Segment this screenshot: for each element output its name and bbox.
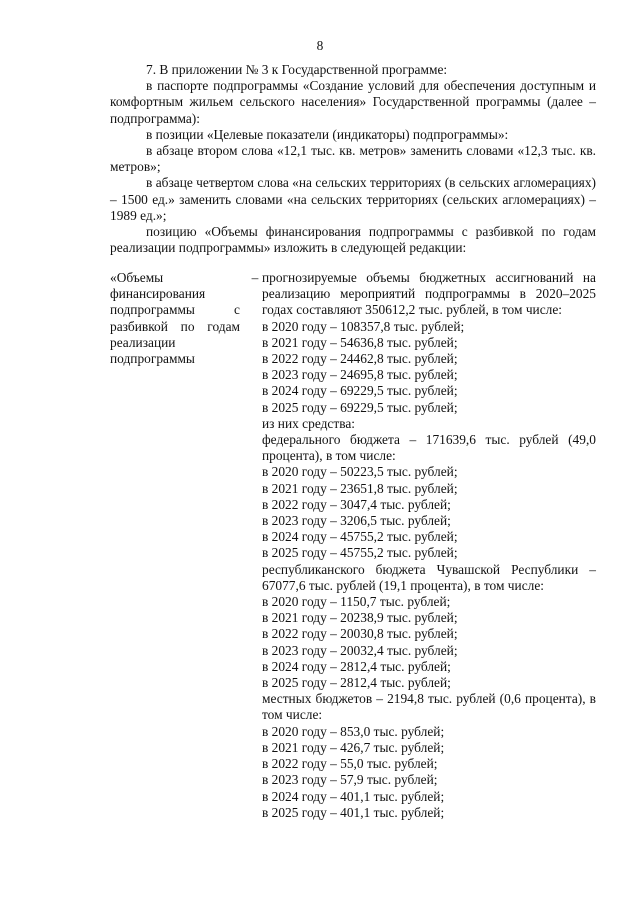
intro-paragraph: в позиции «Целевые показатели (индикаторы) подпрограммы»:	[146, 126, 509, 142]
year-line: в 2023 году – 3206,5 тыс. рублей;	[262, 513, 451, 529]
year-line: в 2020 году – 853,0 тыс. рублей;	[262, 723, 445, 739]
amendment-intro	[110, 62, 596, 256]
year-line: в 2020 году – 1150,7 тыс. рублей;	[262, 594, 451, 610]
passport-content	[262, 270, 596, 821]
year-line: в 2020 году – 108357,8 тыс. рублей;	[262, 318, 465, 334]
financing-passport-position	[110, 270, 596, 870]
passport-label: «Объемы финансирования подпрограммы с разбивкой по годам реализации подпрограммы	[110, 270, 240, 367]
local-budgets: местных бюджетов – 2194,8 тыс. рублей (0,6 процента), в том числе:	[262, 691, 596, 723]
year-line: в 2023 году – 24695,8 тыс. рублей;	[262, 367, 458, 383]
year-line: в 2024 году – 45755,2 тыс. рублей;	[262, 529, 458, 545]
year-line: в 2024 году – 69229,5 тыс. рублей;	[262, 383, 458, 399]
year-line: в 2021 году – 426,7 тыс. рублей;	[262, 739, 445, 755]
intro-paragraph: в абзаце втором слова «12,1 тыс. кв. метров» заменить словами «12,3 тыс. кв. метров»;	[110, 143, 596, 175]
intro-paragraph: в абзаце четвертом слова «на сельских территориях (в сельских агломерациях) – 1500 ед.» заменить словами «на сельских территориях (сельских агломерациях) – 1989 ед.»;	[110, 175, 596, 223]
year-line: в 2024 году – 2812,4 тыс. рублей;	[262, 658, 451, 674]
year-line: в 2025 году – 69229,5 тыс. рублей;	[262, 399, 458, 415]
year-line: в 2024 году – 401,1 тыс. рублей;	[262, 788, 445, 804]
year-line: в 2022 году – 24462,8 тыс. рублей;	[262, 351, 458, 367]
intro-paragraph: позицию «Объемы финансирования подпрограммы с разбивкой по годам реализации подпрограммы» изложить в следующей редакции:	[110, 224, 596, 256]
year-line: в 2022 году – 3047,4 тыс. рублей;	[262, 496, 451, 512]
year-line: в 2023 году – 57,9 тыс. рублей;	[262, 772, 438, 788]
year-line: в 2020 году – 50223,5 тыс. рублей;	[262, 464, 458, 480]
passport-dash: –	[251, 270, 259, 285]
year-line: в 2023 году – 20032,4 тыс. рублей;	[262, 642, 458, 658]
intro-paragraph: 7. В приложении № 3 к Государственной программе:	[146, 62, 448, 77]
total-financing: прогнозируемые объемы бюджетных ассигнований на реализацию мероприятий подпрограммы в 2020–2025 годах составляют 350612,2 тыс. рублей, в том числе:	[262, 270, 596, 318]
from-them-label: из них средства:	[262, 415, 356, 431]
intro-paragraph: в паспорте подпрограммы «Создание условий для обеспечения доступным и комфортным жильем сельского населения» Государственной программы (далее – подпрограмма):	[110, 78, 596, 126]
year-line: в 2025 году – 401,1 тыс. рублей;	[262, 804, 445, 820]
year-line: в 2025 году – 45755,2 тыс. рублей;	[262, 545, 458, 561]
year-line: в 2021 году – 54636,8 тыс. рублей;	[262, 334, 458, 350]
year-line: в 2025 году – 2812,4 тыс. рублей;	[262, 675, 451, 691]
year-line: в 2022 году – 55,0 тыс. рублей;	[262, 756, 438, 772]
republic-budget: республиканского бюджета Чувашской Республики – 67077,6 тыс. рублей (19,1 процента), в том числе:	[262, 561, 596, 593]
year-line: в 2021 году – 23651,8 тыс. рублей;	[262, 480, 458, 496]
year-line: в 2021 году – 20238,9 тыс. рублей;	[262, 610, 458, 626]
year-line: в 2022 году – 20030,8 тыс. рублей;	[262, 626, 458, 642]
page-number: 8	[316, 38, 324, 53]
federal-budget: федерального бюджета – 171639,6 тыс. рублей (49,0 процента), в том числе:	[262, 432, 596, 464]
